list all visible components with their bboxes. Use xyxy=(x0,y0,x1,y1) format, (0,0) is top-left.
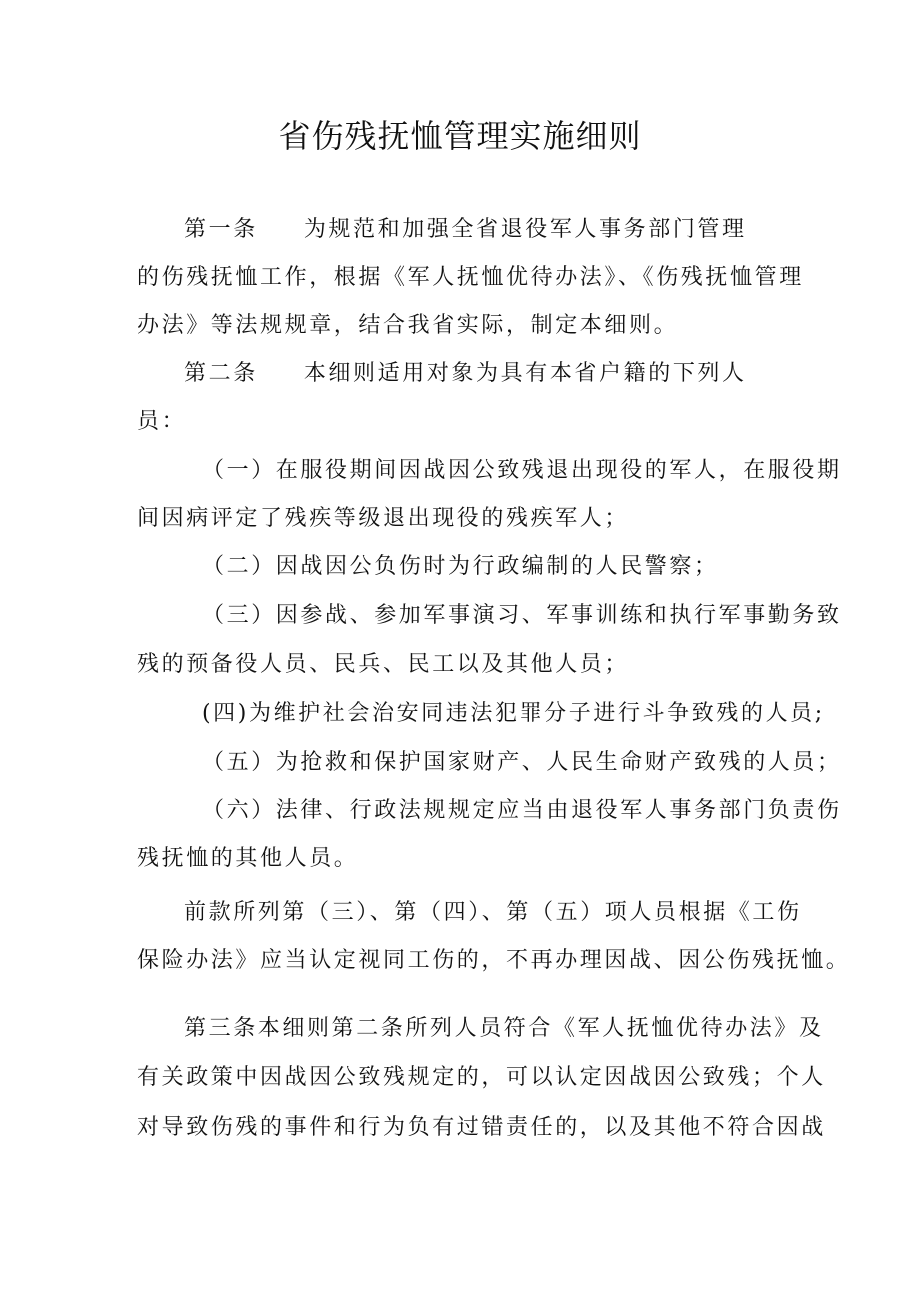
item-6-line-1: （六）法律、行政法规规定应当由退役军人事务部门负责伤 xyxy=(202,798,842,823)
item-3-line-1: （三）因参战、参加军事演习、军事训练和执行军事勤务致 xyxy=(202,603,842,628)
item-2: （二）因战因公负伤时为行政编制的人民警察； xyxy=(202,554,719,579)
article-2-text: 本细则适用对象为具有本省户籍的下列人 xyxy=(303,361,747,386)
article-1-text: 为规范和加强全省退役军人事务部门管理 xyxy=(303,217,747,242)
article-3-line-3: 对导致伤残的事件和行为负有过错责任的，以及其他不符合因战 xyxy=(137,1115,826,1140)
article-1-line-3: 办法》等法规规章，结合我省实际，制定本细则。 xyxy=(137,313,679,338)
item-6-line-2: 残抚恤的其他人员。 xyxy=(137,846,359,871)
document-title: 省伤残抚恤管理实施细则 xyxy=(278,117,642,155)
article-2-line-1 xyxy=(184,358,844,390)
article-2-label: 第二条 xyxy=(184,361,258,386)
article-2-line-2: 员： xyxy=(137,409,187,434)
item-3-line-2: 残的预备役人员、民兵、民工以及其他人员； xyxy=(137,652,630,677)
item-5: （五）为抢救和保护国家财产、人民生命财产致残的人员； xyxy=(202,750,842,775)
note-line-2: 保险办法》应当认定视同工伤的，不再办理因战、因公伤残抚恤。 xyxy=(137,948,851,973)
note-line-1: 前款所列第（三）、第（四）、第（五）项人员根据《工伤 xyxy=(184,900,802,925)
article-1-line-2: 的伤残抚恤工作，根据《军人抚恤优待办法》、《伤残抚恤管理 xyxy=(137,265,804,290)
article-1-line-1 xyxy=(184,214,844,246)
item-1-line-1: （一）在服役期间因战因公致残退出现役的军人，在服役期 xyxy=(202,458,842,483)
item-4: (四)为维护社会治安同违法犯罪分子进行斗争致残的人员; xyxy=(202,701,825,726)
article-3-line-1: 第三条本细则第二条所列人员符合《军人抚恤优待办法》及 xyxy=(184,1016,824,1041)
item-1-line-2: 间因病评定了残疾等级退出现役的残疾军人； xyxy=(137,506,630,531)
article-3-line-2: 有关政策中因战因公致残规定的，可以认定因战因公致残；个人 xyxy=(137,1065,826,1090)
article-1-label: 第一条 xyxy=(184,217,258,242)
